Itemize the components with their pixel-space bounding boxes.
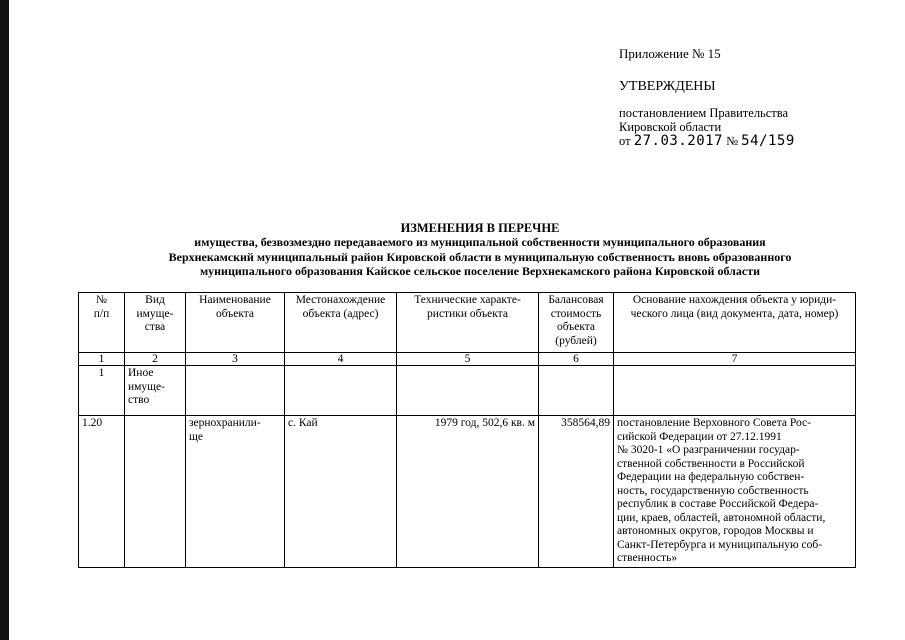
table-cell: [539, 366, 614, 416]
header-text: Основание нахождения объекта у юриди- ческого лица (вид документа, дата, номер): [630, 294, 839, 320]
subtitle-line: Верхнекамский муниципальный район Кировской области в муниципальную собственность вновь образованного: [168, 249, 792, 264]
approved-by-line-2: Кировской области: [619, 120, 722, 134]
date-prefix: от: [619, 134, 631, 148]
column-number: 2: [125, 353, 186, 366]
table-cell: [79, 366, 125, 416]
header-cell: [397, 293, 539, 353]
cell-text: 1.20: [82, 417, 103, 429]
header-cell: [125, 293, 186, 353]
column-number: 6: [539, 353, 614, 366]
table-cell: [125, 416, 186, 568]
table-cell: [186, 366, 285, 416]
column-number-row: [79, 353, 856, 366]
column-number: 3: [186, 353, 285, 366]
table-cell: [397, 366, 539, 416]
cell-text: 358564,89: [561, 417, 610, 429]
subtitle-line: муниципального образования Кайское сельское поселение Верхнекамского района Кировской области: [199, 264, 761, 278]
table-row: [79, 366, 856, 416]
handwritten-date: 27.03.2017: [633, 133, 723, 149]
header-text: Наименование объекта: [199, 294, 271, 320]
table-cell: [79, 416, 125, 568]
header-text: Балансовая стоимость объекта (рублей): [548, 294, 604, 347]
approval-block: [619, 46, 795, 149]
header-cell: [186, 293, 285, 353]
header-text: Вид имуще- ства: [136, 294, 174, 333]
header-cell: [614, 293, 856, 353]
header-cell: [285, 293, 397, 353]
cell-text: зернохранили- ще: [189, 417, 261, 443]
table-cell: [285, 416, 397, 568]
cell-text: Иное имуще- ство: [128, 367, 165, 406]
table-cell: [125, 366, 186, 416]
table-cell: [186, 416, 285, 568]
column-number: 5: [397, 353, 539, 366]
approved-heading: УТВЕРЖДЕНЫ: [619, 79, 716, 94]
table-cell: [614, 366, 856, 416]
number-prefix: №: [726, 134, 739, 148]
document-title: ИЗМЕНЕНИЯ В ПЕРЕЧНЕ: [400, 221, 560, 235]
cell-text: постановление Верховного Совета Рос- сийской Федерации от 27.12.1991 № 3020-1 «О разграничении государ- ственной собственности в Российской Федерации на федеральную собствен- ность, государственную собственность республик в составе Российской Федера- ции, краев, областей, автономной области, автономных округов, городов Москвы и Санкт-Петербурга и муниципальную соб- ственность»: [617, 417, 826, 564]
column-number: 7: [614, 353, 856, 366]
approval-date-line: [619, 134, 795, 149]
column-number: 1: [79, 353, 125, 366]
header-row: [79, 293, 856, 353]
header-text: № п/п: [93, 294, 110, 320]
subtitle-line: имущества, безвозмездно передаваемого из муниципальной собственности муниципального образования: [194, 235, 766, 249]
header-text: Технические характе- ристики объекта: [414, 294, 521, 320]
header-cell: [539, 293, 614, 353]
scan-edge: [0, 0, 9, 640]
document-subtitle: [100, 235, 860, 279]
property-table: [78, 292, 856, 568]
cell-text: 1: [98, 367, 105, 379]
approved-by-line-1: постановлением Правительства: [619, 106, 789, 120]
table-row: [79, 416, 856, 568]
appendix-number: Приложение № 15: [619, 46, 721, 61]
table-cell: [397, 416, 539, 568]
header-cell: [79, 293, 125, 353]
handwritten-number: 54/159: [741, 133, 795, 149]
column-number: 4: [285, 353, 397, 366]
header-text: Местонахождение объекта (адрес): [295, 294, 386, 320]
table-cell: [614, 416, 856, 568]
table-cell: [285, 366, 397, 416]
cell-text: с. Кай: [288, 417, 318, 429]
table-cell: [539, 416, 614, 568]
cell-text: 1979 год, 502,6 кв. м: [434, 417, 535, 429]
